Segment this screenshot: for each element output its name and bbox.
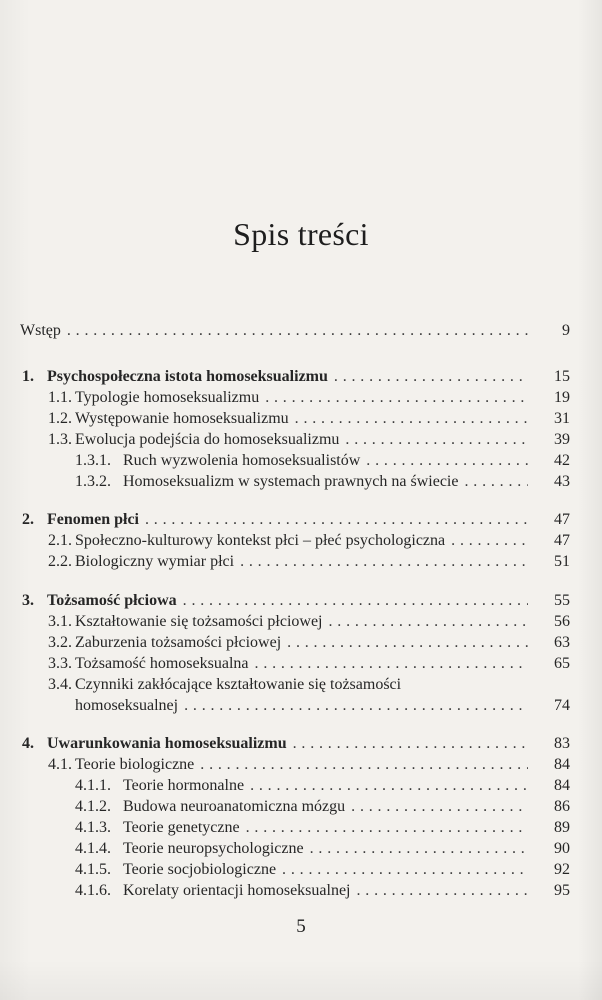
toc-entry [0, 450, 602, 471]
entry-title: Teorie biologiczne [75, 756, 195, 773]
leader-dots [67, 320, 528, 341]
entry-page: 90 [554, 840, 570, 857]
entry-title: Typologie homoseksualizmu [75, 389, 260, 406]
entry-number: 2.2. [48, 553, 72, 570]
entry-page: 83 [554, 735, 570, 752]
toc-entry [0, 733, 602, 754]
leader-dots [282, 859, 528, 880]
toc-entry [0, 796, 602, 817]
entry-page: 31 [554, 410, 570, 427]
entry-title: Zaburzenia tożsamości płciowej [75, 634, 282, 651]
entry-page: 92 [554, 861, 570, 878]
leader-dots [183, 590, 528, 611]
entry-page: 89 [554, 819, 570, 836]
entry-page: 47 [554, 532, 570, 549]
entry-title: Fenomen płci [47, 511, 139, 528]
entry-title: Teorie hormonalne [123, 777, 245, 794]
leader-dots [145, 509, 528, 530]
entry-page: 86 [554, 798, 570, 815]
entry-number: 3. [22, 592, 34, 609]
toc-entry [0, 632, 602, 653]
entry-number: 3.1. [48, 613, 72, 630]
leader-dots [184, 695, 528, 716]
entry-number: 1.3.1. [75, 452, 111, 469]
entry-number: 3.2. [48, 634, 72, 651]
entry-number: 4.1. [48, 756, 72, 773]
entry-page: 63 [554, 634, 570, 651]
page-title: Spis treści [233, 216, 369, 252]
entry-page: 55 [554, 592, 570, 609]
entry-number: 1.2. [48, 410, 72, 427]
toc-entry [0, 695, 602, 716]
leader-dots [451, 530, 528, 551]
entry-title: Społeczno-kulturowy kontekst płci – płeć psychologiczna [75, 532, 446, 549]
leader-dots [356, 880, 528, 901]
entry-title: Wstęp [20, 322, 61, 339]
entry-number: 4.1.4. [75, 840, 111, 857]
entry-title: Korelaty orientacji homoseksualnej [123, 882, 351, 899]
toc-entry [0, 674, 602, 695]
entry-title: Ruch wyzwolenia homoseksualistów [123, 452, 361, 469]
entry-page: 43 [554, 473, 570, 490]
toc-entry [0, 817, 602, 838]
entry-number: 1.1. [48, 389, 72, 406]
entry-title: Uwarunkowania homoseksualizmu [47, 735, 287, 752]
entry-title: Teorie genetyczne [123, 819, 240, 836]
entry-title: Biologiczny wymiar płci [75, 553, 235, 570]
leader-dots [464, 471, 528, 492]
toc-entry [0, 754, 602, 775]
leader-dots [250, 775, 528, 796]
toc-entry [0, 320, 602, 341]
toc-entry [0, 653, 602, 674]
entry-number: 4. [22, 735, 34, 752]
entry-page: 84 [554, 777, 570, 794]
entry-page: 95 [554, 882, 570, 899]
entry-page: 42 [554, 452, 570, 469]
entry-page: 51 [554, 553, 570, 570]
entry-number: 4.1.3. [75, 819, 111, 836]
entry-page: 9 [562, 322, 570, 339]
leader-dots [200, 754, 528, 775]
entry-number: 4.1.5. [75, 861, 111, 878]
entry-title: Budowa neuroanatomiczna mózgu [123, 798, 346, 815]
entry-number: 1. [22, 368, 34, 385]
toc-entry [0, 471, 602, 492]
entry-title: Kształtowanie się tożsamości płciowej [75, 613, 323, 630]
entry-number: 4.1.2. [75, 798, 111, 815]
page-number: 5 [296, 916, 306, 937]
entry-page: 39 [554, 431, 570, 448]
leader-dots [295, 408, 528, 429]
entry-title: Występowanie homoseksualizmu [75, 410, 289, 427]
leader-dots [328, 611, 528, 632]
entry-title: Teorie neuropsychologiczne [123, 840, 304, 857]
toc-entry [0, 530, 602, 551]
entry-title: Tożsamość płciowa [47, 592, 177, 609]
leader-dots [246, 817, 528, 838]
toc-entry [0, 366, 602, 387]
toc-entry [0, 775, 602, 796]
entry-page: 84 [554, 756, 570, 773]
entry-number: 4.1.1. [75, 777, 111, 794]
toc-entry [0, 551, 602, 572]
leader-dots [240, 551, 528, 572]
toc-entry [0, 859, 602, 880]
leader-dots [265, 387, 528, 408]
leader-dots [334, 366, 528, 387]
toc-entry [0, 509, 602, 530]
entry-title: Tożsamość homoseksualna [75, 655, 249, 672]
leader-dots [351, 796, 528, 817]
toc-entry [0, 408, 602, 429]
entry-number: 4.1.6. [75, 882, 111, 899]
entry-page: 19 [554, 389, 570, 406]
entry-title: Homoseksualizm w systemach prawnych na świecie [123, 473, 459, 490]
entry-title: Psychospołeczna istota homoseksualizmu [47, 368, 328, 385]
leader-dots [366, 450, 528, 471]
entry-page: 65 [554, 655, 570, 672]
toc-entry [0, 611, 602, 632]
toc-entry [0, 838, 602, 859]
toc-entry [0, 880, 602, 901]
leader-dots [287, 632, 528, 653]
entry-number: 1.3.2. [75, 473, 111, 490]
entry-number: 2. [22, 511, 34, 528]
leader-dots [255, 653, 528, 674]
entry-number: 3.4. [48, 676, 72, 693]
entry-title: Ewolucja podejścia do homoseksualizmu [75, 431, 340, 448]
toc-entry [0, 387, 602, 408]
entry-number: 3.3. [48, 655, 72, 672]
entry-page: 56 [554, 613, 570, 630]
entry-number: 1.3. [48, 431, 72, 448]
entry-title: Czynniki zakłócające kształtowanie się tożsamości [75, 676, 402, 693]
toc-entry [0, 590, 602, 611]
entry-page: 15 [554, 368, 570, 385]
toc-entry [0, 429, 602, 450]
entry-title: homoseksualnej [75, 697, 179, 714]
leader-dots [310, 838, 528, 859]
entry-page: 74 [554, 697, 570, 714]
entry-page: 47 [554, 511, 570, 528]
leader-dots [293, 733, 528, 754]
entry-number: 2.1. [48, 532, 72, 549]
entry-title: Teorie socjobiologiczne [123, 861, 277, 878]
leader-dots [345, 429, 528, 450]
